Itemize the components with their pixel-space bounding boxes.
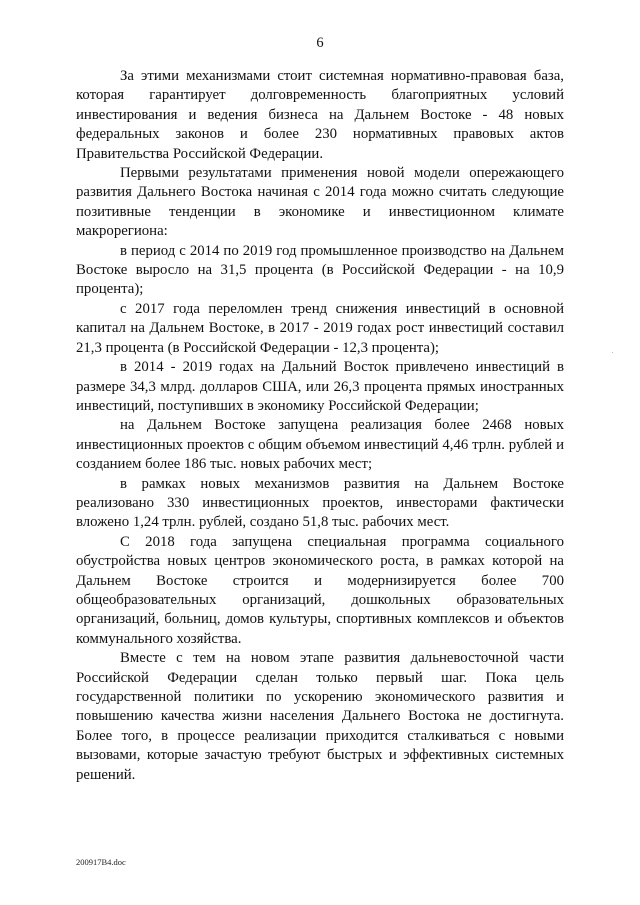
paragraph-attracted-investment: в 2014 - 2019 годах на Дальний Восток привлечено инвестиций в размере 34,3 млрд. долларов США, или 26,3 процента прямых иностранных инвестиций, поступивших в экономику Российской Федерации; — [76, 359, 564, 414]
paragraph-social-program: С 2018 года запущена специальная программа социального обустройства новых центров экономического роста, в рамках которой на Дальнем Востоке строится и модернизируется более 700 общеобразовательных организаций, дошкольных образовательных организаций, больниц, домов культуры, спортивных комплексов и объектов коммунального хозяйства. — [76, 533, 564, 647]
scan-speck — [612, 352, 613, 353]
paragraph-investment-trend: с 2017 года переломлен тренд снижения инвестиций в основной капитал на Дальнем Востоке, в 2017 - 2019 годах рост инвестиций составил 21,3 процента (в Российской Федерации - 12,3 процента); — [76, 300, 564, 356]
footer-file-name: 200917В4.doc — [76, 857, 126, 867]
paragraph-new-challenges: Вместе с тем на новом этапе развития дальневосточной части Российской Федерации сделан только первый шаг. Пока цель государственной политики по ускорению экономического развития и повышению качества жизни населения Дальнего Востока не достигнута. Более того, в процессе реализации приходится сталкиваться с новыми вызовами, которые зачастую требуют быстрых и эффективных системных решений. — [76, 650, 564, 783]
paragraph-new-projects: на Дальнем Востоке запущена реализация более 2468 новых инвестиционных проектов с общим объемом инвестиций 4,46 трлн. рублей и созданием более 186 тыс. новых рабочих мест; — [76, 417, 564, 473]
paragraph-legal-base: За этими механизмами стоит системная нормативно-правовая база, которая гарантирует долговременность благоприятных условий инвестирования и ведения бизнеса на Дальнем Востоке - 48 новых федеральных законов и более 230 нормативных правовых актов Правительства Российской Федерации. — [76, 68, 564, 162]
paragraph-implemented-projects: в рамках новых механизмов развития на Дальнем Востоке реализовано 330 инвестиционных проектов, инвесторами фактически вложено 1,24 трлн. рублей, создано 51,8 тыс. рабочих мест. — [76, 475, 564, 531]
paragraph-first-results: Первыми результатами применения новой модели опережающего развития Дальнего Востока начиная с 2014 года можно считать следующие позитивные тенденции в экономике и инвестиционном климате макрорегиона: — [76, 165, 564, 240]
body-text — [76, 67, 564, 785]
paragraph-industrial-production: в период с 2014 по 2019 год промышленное производство на Дальнем Востоке выросло на 31,5 процента (в Российской Федерации - на 10,9 процента); — [76, 242, 564, 298]
page-number: 6 — [316, 35, 324, 51]
